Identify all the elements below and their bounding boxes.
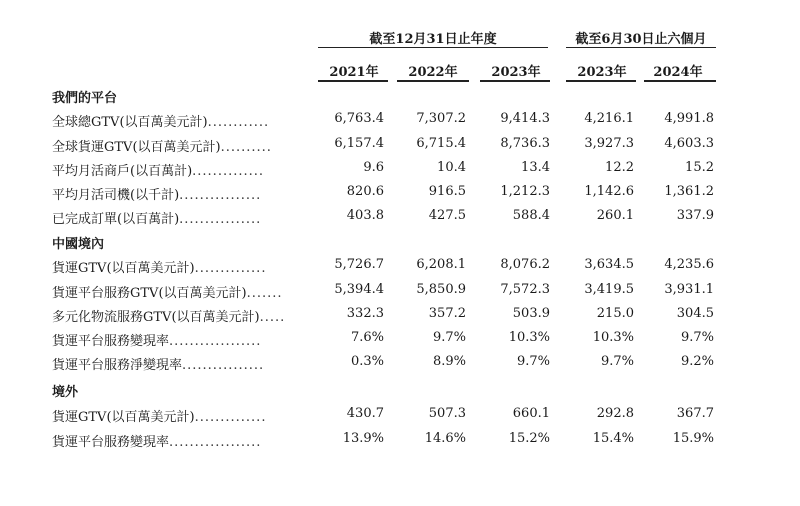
year-header: 2021年 — [329, 65, 379, 80]
cell-value: 6,715.4 — [416, 136, 466, 151]
cell-value: 6,208.1 — [416, 257, 466, 272]
year-rule — [397, 80, 469, 82]
label-text: 貨運平台服務變現率 — [52, 334, 170, 349]
label-text: 貨運GTV(以百萬美元計) — [52, 410, 195, 425]
cell-value: 14.6% — [424, 431, 466, 446]
leader-dots: .............. — [194, 261, 267, 276]
row-label — [52, 136, 304, 155]
cell-value: 430.7 — [346, 406, 384, 421]
cell-value: 10.3% — [508, 330, 550, 345]
label-text: 多元化物流服務GTV(以百萬美元計) — [52, 310, 260, 325]
label-text: 平均月活司機(以千計) — [52, 188, 180, 203]
leader-dots: .............. — [192, 164, 265, 179]
cell-value: 0.3% — [350, 354, 384, 369]
cell-value: 9.7% — [516, 354, 550, 369]
cell-value: 4,991.8 — [664, 111, 714, 126]
cell-value: 292.8 — [596, 406, 634, 421]
cell-value: 8.9% — [432, 354, 466, 369]
cell-value: 4,603.3 — [664, 136, 714, 151]
cell-value: 15.2 — [685, 160, 714, 175]
cell-value: 8,736.3 — [500, 136, 550, 151]
cell-value: 7.6% — [350, 330, 384, 345]
cell-value: 332.3 — [346, 306, 384, 321]
row-label — [52, 354, 304, 373]
cell-value: 9.7% — [600, 354, 634, 369]
row-label — [52, 431, 304, 450]
year-header: 2023年 — [577, 65, 627, 80]
cell-value: 15.4% — [592, 431, 634, 446]
cell-value: 9.7% — [432, 330, 466, 345]
leader-dots: ................ — [182, 358, 265, 373]
cell-value: 367.7 — [676, 406, 714, 421]
cell-value: 820.6 — [346, 184, 384, 199]
cell-value: 4,216.1 — [584, 111, 634, 126]
year-rule — [566, 80, 636, 82]
label-text: 貨運平台服務淨變現率 — [52, 358, 183, 373]
cell-value: 3,927.3 — [584, 136, 634, 151]
cell-value: 13.9% — [342, 431, 384, 446]
row-label — [52, 208, 304, 227]
leader-dots: ....... — [246, 286, 283, 301]
row-label — [52, 406, 304, 425]
cell-value: 5,850.9 — [416, 282, 466, 297]
cell-value: 15.9% — [672, 431, 714, 446]
cell-value: 12.2 — [605, 160, 634, 175]
label-text: 貨運GTV(以百萬美元計) — [52, 261, 195, 276]
cell-value: 427.5 — [428, 208, 466, 223]
cell-value: 337.9 — [676, 208, 714, 223]
label-text: 貨運平台服務變現率 — [52, 435, 170, 450]
cell-value: 9.7% — [680, 330, 714, 345]
row-label — [52, 257, 304, 276]
year-header: 2022年 — [408, 65, 458, 80]
label-text: 平均月活商戶(以百萬計) — [52, 164, 193, 179]
cell-value: 10.3% — [592, 330, 634, 345]
cell-value: 260.1 — [596, 208, 634, 223]
label-text: 全球總GTV(以百萬美元計) — [52, 115, 208, 130]
cell-value: 5,394.4 — [334, 282, 384, 297]
label-text: 已完成訂單(以百萬計) — [52, 212, 180, 227]
section-title: 我們的平台 — [52, 91, 118, 106]
leader-dots: ................ — [179, 212, 262, 227]
cell-value: 403.8 — [346, 208, 384, 223]
header-group-fiscal-year: 截至12月31日止年度 — [369, 32, 497, 47]
cell-value: 6,763.4 — [334, 111, 384, 126]
leader-dots: .................. — [169, 435, 262, 450]
cell-value: 9,414.3 — [500, 111, 550, 126]
header-rule-fy — [318, 47, 548, 48]
cell-value: 10.4 — [437, 160, 466, 175]
row-label — [52, 282, 304, 301]
section-title: 境外 — [52, 385, 79, 400]
year-rule — [318, 80, 388, 82]
cell-value: 1,212.3 — [500, 184, 550, 199]
cell-value: 1,142.6 — [584, 184, 634, 199]
row-label — [52, 160, 304, 179]
year-rule — [644, 80, 716, 82]
year-rule — [480, 80, 550, 82]
row-label — [52, 306, 304, 325]
cell-value: 4,235.6 — [664, 257, 714, 272]
cell-value: 6,157.4 — [334, 136, 384, 151]
leader-dots: ..... — [259, 310, 286, 325]
cell-value: 215.0 — [596, 306, 634, 321]
cell-value: 503.9 — [512, 306, 550, 321]
header-group-six-months: 截至6月30日止六個月 — [575, 32, 707, 47]
year-header: 2024年 — [653, 65, 703, 80]
cell-value: 15.2% — [508, 431, 550, 446]
cell-value: 588.4 — [512, 208, 550, 223]
cell-value: 660.1 — [512, 406, 550, 421]
leader-dots: .............. — [194, 410, 267, 425]
leader-dots: ................ — [179, 188, 262, 203]
cell-value: 357.2 — [428, 306, 466, 321]
year-header: 2023年 — [491, 65, 541, 80]
cell-value: 3,931.1 — [664, 282, 714, 297]
cell-value: 9.6 — [363, 160, 384, 175]
cell-value: 3,634.5 — [584, 257, 634, 272]
leader-dots: .......... — [220, 140, 272, 155]
cell-value: 7,307.2 — [416, 111, 466, 126]
header-rule-h1 — [566, 47, 716, 48]
leader-dots: .................. — [169, 334, 262, 349]
leader-dots: ............ — [207, 115, 270, 130]
section-title: 中國境內 — [52, 237, 105, 252]
cell-value: 13.4 — [521, 160, 550, 175]
cell-value: 5,726.7 — [334, 257, 384, 272]
row-label — [52, 184, 304, 203]
cell-value: 9.2% — [680, 354, 714, 369]
cell-value: 304.5 — [676, 306, 714, 321]
cell-value: 916.5 — [428, 184, 466, 199]
cell-value: 8,076.2 — [500, 257, 550, 272]
label-text: 全球貨運GTV(以百萬美元計) — [52, 140, 221, 155]
cell-value: 7,572.3 — [500, 282, 550, 297]
row-label — [52, 330, 304, 349]
cell-value: 1,361.2 — [664, 184, 714, 199]
row-label — [52, 111, 304, 130]
cell-value: 3,419.5 — [584, 282, 634, 297]
cell-value: 507.3 — [428, 406, 466, 421]
label-text: 貨運平台服務GTV(以百萬美元計) — [52, 286, 247, 301]
